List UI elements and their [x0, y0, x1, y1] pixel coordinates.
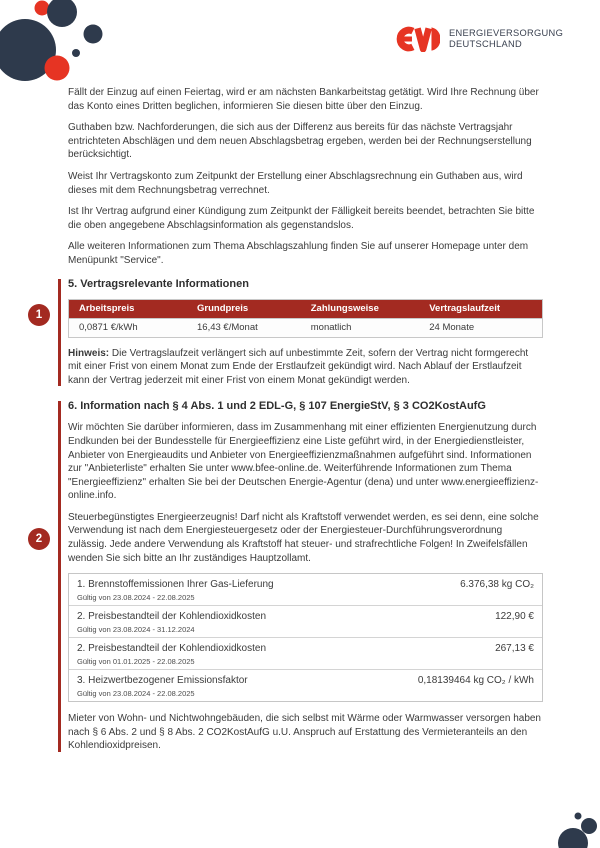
section-legal-info	[35, 400, 543, 753]
contract-value-vertragslaufzeit: 24 Monate	[419, 318, 542, 337]
section-contract-info	[35, 277, 543, 388]
emissions-value: 0,18139464 kg CO₂ / kWh	[417, 675, 534, 687]
intro-paragraph: Ist Ihr Vertrag aufgrund einer Kündigung zum Zeitpunkt der Fälligkeit bereits beendet, betrachten Sie bitte die oben angegebene Abschlagsinformation als gegenstandslos.	[68, 206, 535, 231]
intro-paragraph: Weist Ihr Vertragskonto zum Zeitpunkt der Erstellung einer Abschlagsrechnung ein Guthaben aus, wird dieses mit dem Rechnungsbetrag verrechnet.	[68, 170, 523, 196]
intro-paragraph: Fällt der Einzug auf einen Feiertag, wird er am nächsten Bankarbeitstag getätigt. Wird Ihre Rechnung über das Konto eines Dritten beglichen, informieren Sie diesen bitte über den Einzug.	[68, 87, 539, 112]
emissions-value: 6.376,38 kg CO₂	[460, 579, 534, 591]
emissions-row	[69, 638, 542, 670]
intro-paragraph: Guthaben bzw. Nachforderungen, die sich aus der Differenz aus bereits für das nächste Vertragsjahr entrichteten Abschlägen und dem neuen Abschlagsbetrag ergeben, werden bei der Rechnungserstellung berücksichtigt.	[68, 122, 532, 161]
section-side-bar	[58, 401, 61, 752]
emissions-validity: Gültig von 23.08.2024 - 31.12.2024	[77, 625, 195, 635]
hinweis-paragraph	[68, 347, 543, 388]
bubble-cluster-topleft-icon	[0, 0, 110, 100]
intro-paragraph: Alle weiteren Informationen zum Thema Abschlagszahlung finden Sie auf unserer Homepage unter dem Menüpunkt "Service".	[68, 241, 529, 266]
contract-value-arbeitspreis: 0,0871 €/kWh	[69, 318, 188, 337]
hinweis-label: Hinweis:	[68, 347, 110, 359]
contract-col-grundpreis: Grundpreis	[187, 299, 301, 318]
emissions-table	[68, 573, 543, 702]
contract-table	[68, 299, 543, 338]
document-content	[35, 86, 543, 753]
tenant-refund-paragraph: Mieter von Wohn- und Nichtwohngebäuden, die sich selbst mit Wärme oder Warmwasser versorgen haben nach § 6 Abs. 2 und § 8 Abs. 2 CO2KostAufG u.U. Anspruch auf Erstattung des Vermieteranteils an den Kohlendioxidpreisen.	[68, 713, 541, 752]
contract-table-header-row	[69, 299, 543, 318]
contract-col-zahlungsweise: Zahlungsweise	[301, 299, 420, 318]
section-6-heading: 6. Information nach § 4 Abs. 1 und 2 EDL-G, § 107 EnergieStV, § 3 CO2KostAufG	[68, 400, 486, 413]
margin-marker-2: 2	[28, 528, 50, 550]
emissions-row	[69, 670, 542, 701]
hinweis-text: Die Vertragslaufzeit verlängert sich auf unbestimmte Zeit, sofern der Vertrag nicht formgerecht mit einer Frist von einem Monat zum Ende der Erstlaufzeit gekündigt wird. Nach Ablauf der Erstlaufzeit kann der Vertrag jederzeit mit einer Frist von einem Monat gekündigt werden.	[68, 347, 529, 386]
brand-name	[449, 28, 563, 51]
emissions-label: 1. Brennstoffemissionen Ihrer Gas-Lieferung	[77, 579, 274, 591]
evd-logo-icon	[396, 26, 440, 52]
tax-notice-paragraph: Steuerbegünstigtes Energieerzeugnis! Darf nicht als Kraftstoff verwendet werden, es sei denn, eine solche Verwendung ist nach dem Energiesteuergesetz oder der Energiesteuer-Durchführungsverordnung zulässig. Jede andere Verwendung als Kraftstoff hat steuer- und strafrechtliche Folgen! In Zweifelsfällen wenden Sie sich bitte an Ihr zuständiges Hauptzollamt.	[68, 511, 539, 564]
emissions-validity: Gültig von 23.08.2024 - 22.08.2025	[77, 593, 195, 603]
emissions-label: 2. Preisbestandteil der Kohlendioxidkosten	[77, 643, 267, 655]
section-side-bar	[58, 279, 61, 387]
emissions-row	[69, 574, 542, 606]
brand-name-line2: DEUTSCHLAND	[449, 39, 523, 49]
contract-table-value-row	[69, 318, 543, 337]
contract-value-zahlungsweise: monatlich	[301, 318, 420, 337]
emissions-label: 2. Preisbestandteil der Kohlendioxidkosten	[77, 611, 267, 623]
emissions-validity: Gültig von 01.01.2025 - 22.08.2025	[77, 657, 195, 667]
emissions-label: 3. Heizwertbezogener Emissionsfaktor	[77, 675, 248, 687]
energy-efficiency-paragraph: Wir möchten Sie darüber informieren, dass im Zusammenhang mit einer effizienten Energienutzung durch Endkunden bei der Bundesstelle für Energieeffizienz eine Liste geführt wird, in der Energiedienstleister, Anbieter von Energieaudits und Anbieter von Energieeffizienzmaßnahmen aufgeführt sind. Informationen zur "Anbieterliste" erhalten Sie unter www.bfee-online.de. Weiterführende Informationen zum Thema "Energieeffizienz" erhalten Sie bei der Deutschen Energie-Agentur (dena) und unter www.energieeffizienz-online.info.	[68, 422, 539, 502]
bubble-cluster-bottomright-icon	[530, 790, 600, 848]
brand-logo	[396, 26, 563, 52]
emissions-validity: Gültig von 23.08.2024 - 22.08.2025	[77, 689, 195, 699]
emissions-value: 267,13 €	[495, 643, 534, 655]
contract-value-grundpreis: 16,43 €/Monat	[187, 318, 301, 337]
brand-name-line1: ENERGIEVERSORGUNG	[449, 27, 564, 38]
margin-marker-1: 1	[28, 304, 50, 326]
contract-col-arbeitspreis: Arbeitspreis	[69, 299, 188, 318]
emissions-row	[69, 606, 542, 638]
emissions-value: 122,90 €	[495, 611, 534, 623]
section-5-heading: 5. Vertragsrelevante Informationen	[68, 277, 249, 290]
contract-col-vertragslaufzeit: Vertragslaufzeit	[419, 299, 542, 318]
